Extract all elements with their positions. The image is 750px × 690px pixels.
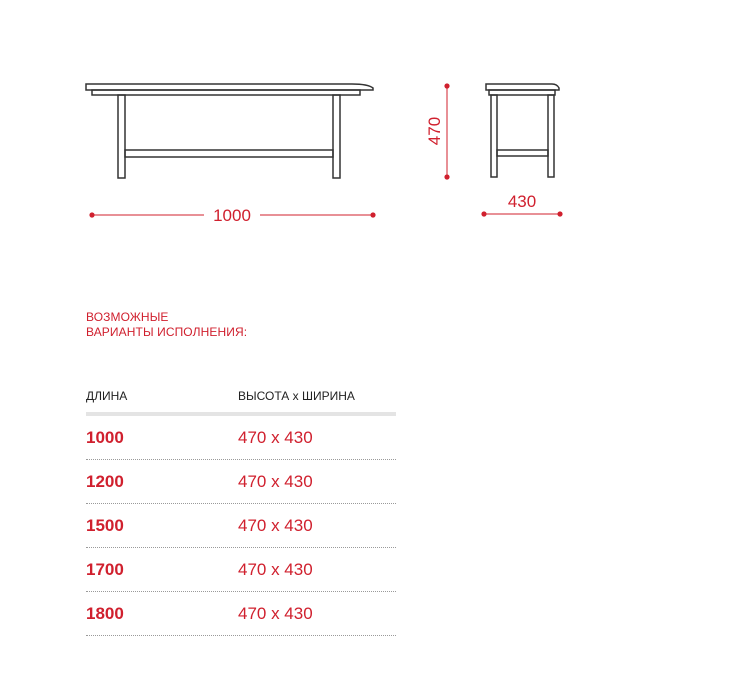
row-length: 1000 (86, 427, 124, 447)
row-size: 470 х 430 (238, 603, 313, 623)
variants-table (86, 380, 396, 636)
length-dim-label: 1000 (213, 206, 251, 225)
side-seat-apron (489, 90, 555, 95)
row-size: 470 х 430 (238, 515, 313, 535)
bench-leg-right (333, 95, 340, 178)
height-dim-bottom-dot (444, 174, 449, 179)
table-header (86, 380, 396, 412)
row-length: 1500 (86, 515, 124, 535)
side-stretcher (497, 150, 548, 156)
width-dimension (481, 192, 562, 217)
width-dim-end-dot (557, 211, 562, 216)
bench-seat-top (86, 84, 373, 90)
row-size: 470 х 430 (238, 559, 313, 579)
bench-front-view (86, 84, 373, 178)
bench-seat-apron (92, 90, 360, 95)
length-dimension (89, 206, 375, 225)
table-row (86, 592, 396, 636)
row-length: 1700 (86, 559, 124, 579)
table-row (86, 548, 396, 592)
row-length: 1200 (86, 471, 124, 491)
variants-title-line1: ВОЗМОЖНЫЕ (86, 310, 169, 324)
length-dim-end-dot (370, 212, 375, 217)
side-leg-right (548, 95, 554, 177)
header-height-width: ВЫСОТА х ШИРИНА (238, 389, 355, 403)
height-dim-top-dot (444, 83, 449, 88)
table-row (86, 460, 396, 504)
bench-side-view (486, 84, 559, 177)
table-row (86, 416, 396, 460)
variants-title-line2: ВАРИАНТЫ ИСПОЛНЕНИЯ: (86, 325, 248, 339)
height-dim-label: 470 (425, 116, 444, 146)
side-seat-top (486, 84, 559, 90)
height-dimension (425, 83, 450, 179)
bench-stretcher (125, 150, 333, 157)
variants-title (86, 310, 247, 340)
table-row (86, 504, 396, 548)
bench-leg-left (118, 95, 125, 178)
width-dim-start-dot (481, 211, 486, 216)
row-length: 1800 (86, 603, 124, 623)
width-dim-label: 430 (507, 192, 537, 211)
header-length: ДЛИНА (86, 389, 128, 403)
length-dim-start-dot (89, 212, 94, 217)
side-leg-left (491, 95, 497, 177)
row-size: 470 х 430 (238, 471, 313, 491)
bench-drawing (0, 0, 750, 260)
row-size: 470 х 430 (238, 427, 313, 447)
